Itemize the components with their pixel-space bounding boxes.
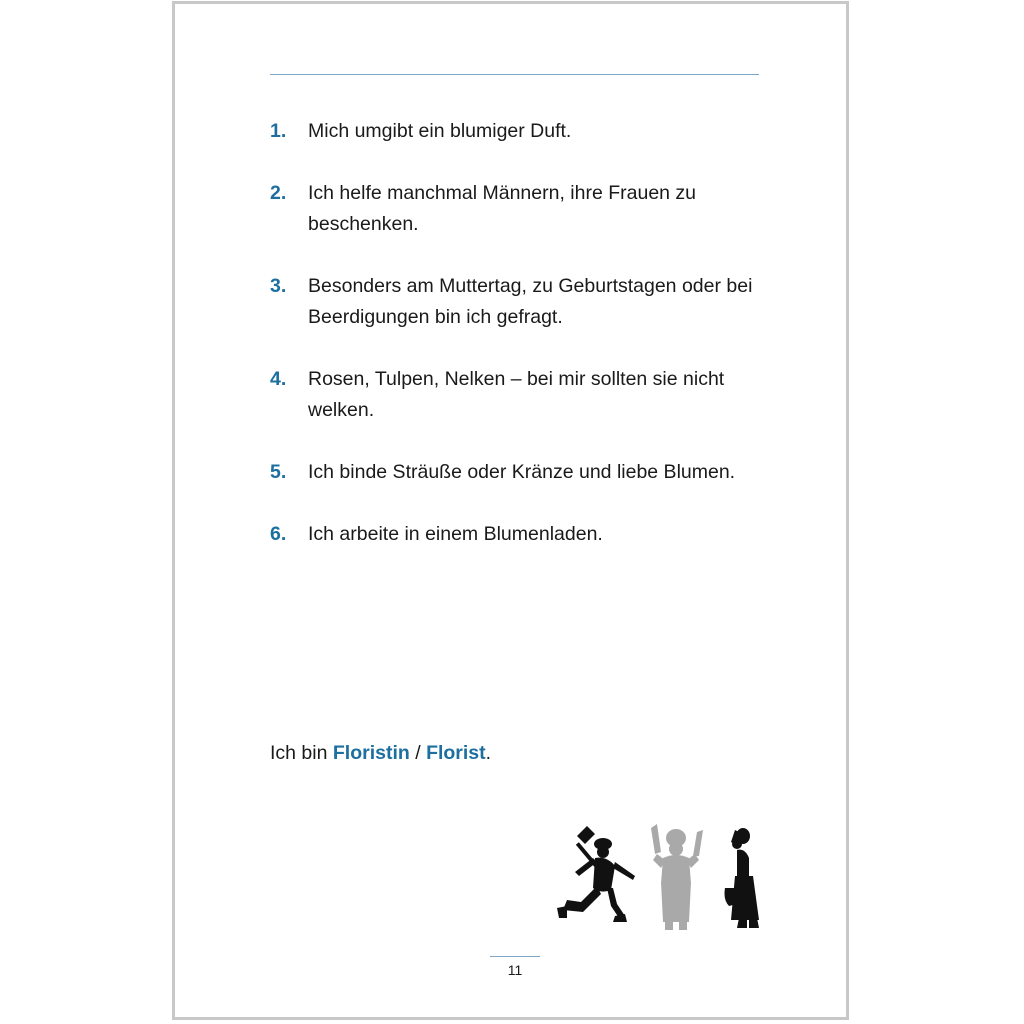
clue-text: Ich arbeite in einem Blumenladen. [308, 523, 603, 545]
clue-number: 6. [270, 523, 287, 545]
answer-term-female: Floristin [332, 742, 410, 764]
chimney-sweep-silhouette [557, 826, 635, 922]
clue-text: Ich binde Sträuße oder Kränze und liebe Blumen. [308, 461, 736, 483]
woman-with-basket-silhouette [725, 828, 760, 928]
answer-suffix: . [485, 742, 492, 764]
clue-list [270, 116, 770, 550]
top-divider [270, 74, 759, 75]
book-page [172, 1, 849, 1020]
clue-item [270, 178, 770, 240]
answer-separator: / [409, 742, 427, 764]
clue-text: Mich umgibt ein blumiger Duft. [308, 120, 572, 142]
answer-prefix: Ich bin [270, 742, 333, 764]
clue-text: Rosen, Tulpen, Nelken – bei mir sollten sie nicht welken. [308, 368, 725, 421]
clue-item [270, 457, 770, 488]
clue-number: 2. [270, 182, 287, 204]
chef-silhouette [651, 824, 703, 930]
clue-item [270, 519, 770, 550]
page-number: 11 [507, 962, 523, 978]
answer-line [270, 738, 491, 769]
clue-item [270, 116, 770, 147]
clue-number: 1. [270, 120, 287, 142]
clue-number: 5. [270, 461, 287, 483]
profession-silhouettes [553, 822, 763, 934]
answer-term-male: Florist [426, 742, 486, 764]
clue-item [270, 271, 770, 333]
clue-number: 4. [270, 368, 287, 390]
clue-number: 3. [270, 275, 287, 297]
footer-divider [490, 956, 540, 957]
clue-text: Besonders am Muttertag, zu Geburtstagen oder bei Beerdigungen bin ich gefragt. [308, 275, 753, 328]
clue-item [270, 364, 770, 426]
clue-text: Ich helfe manchmal Männern, ihre Frauen zu beschenken. [308, 182, 697, 235]
